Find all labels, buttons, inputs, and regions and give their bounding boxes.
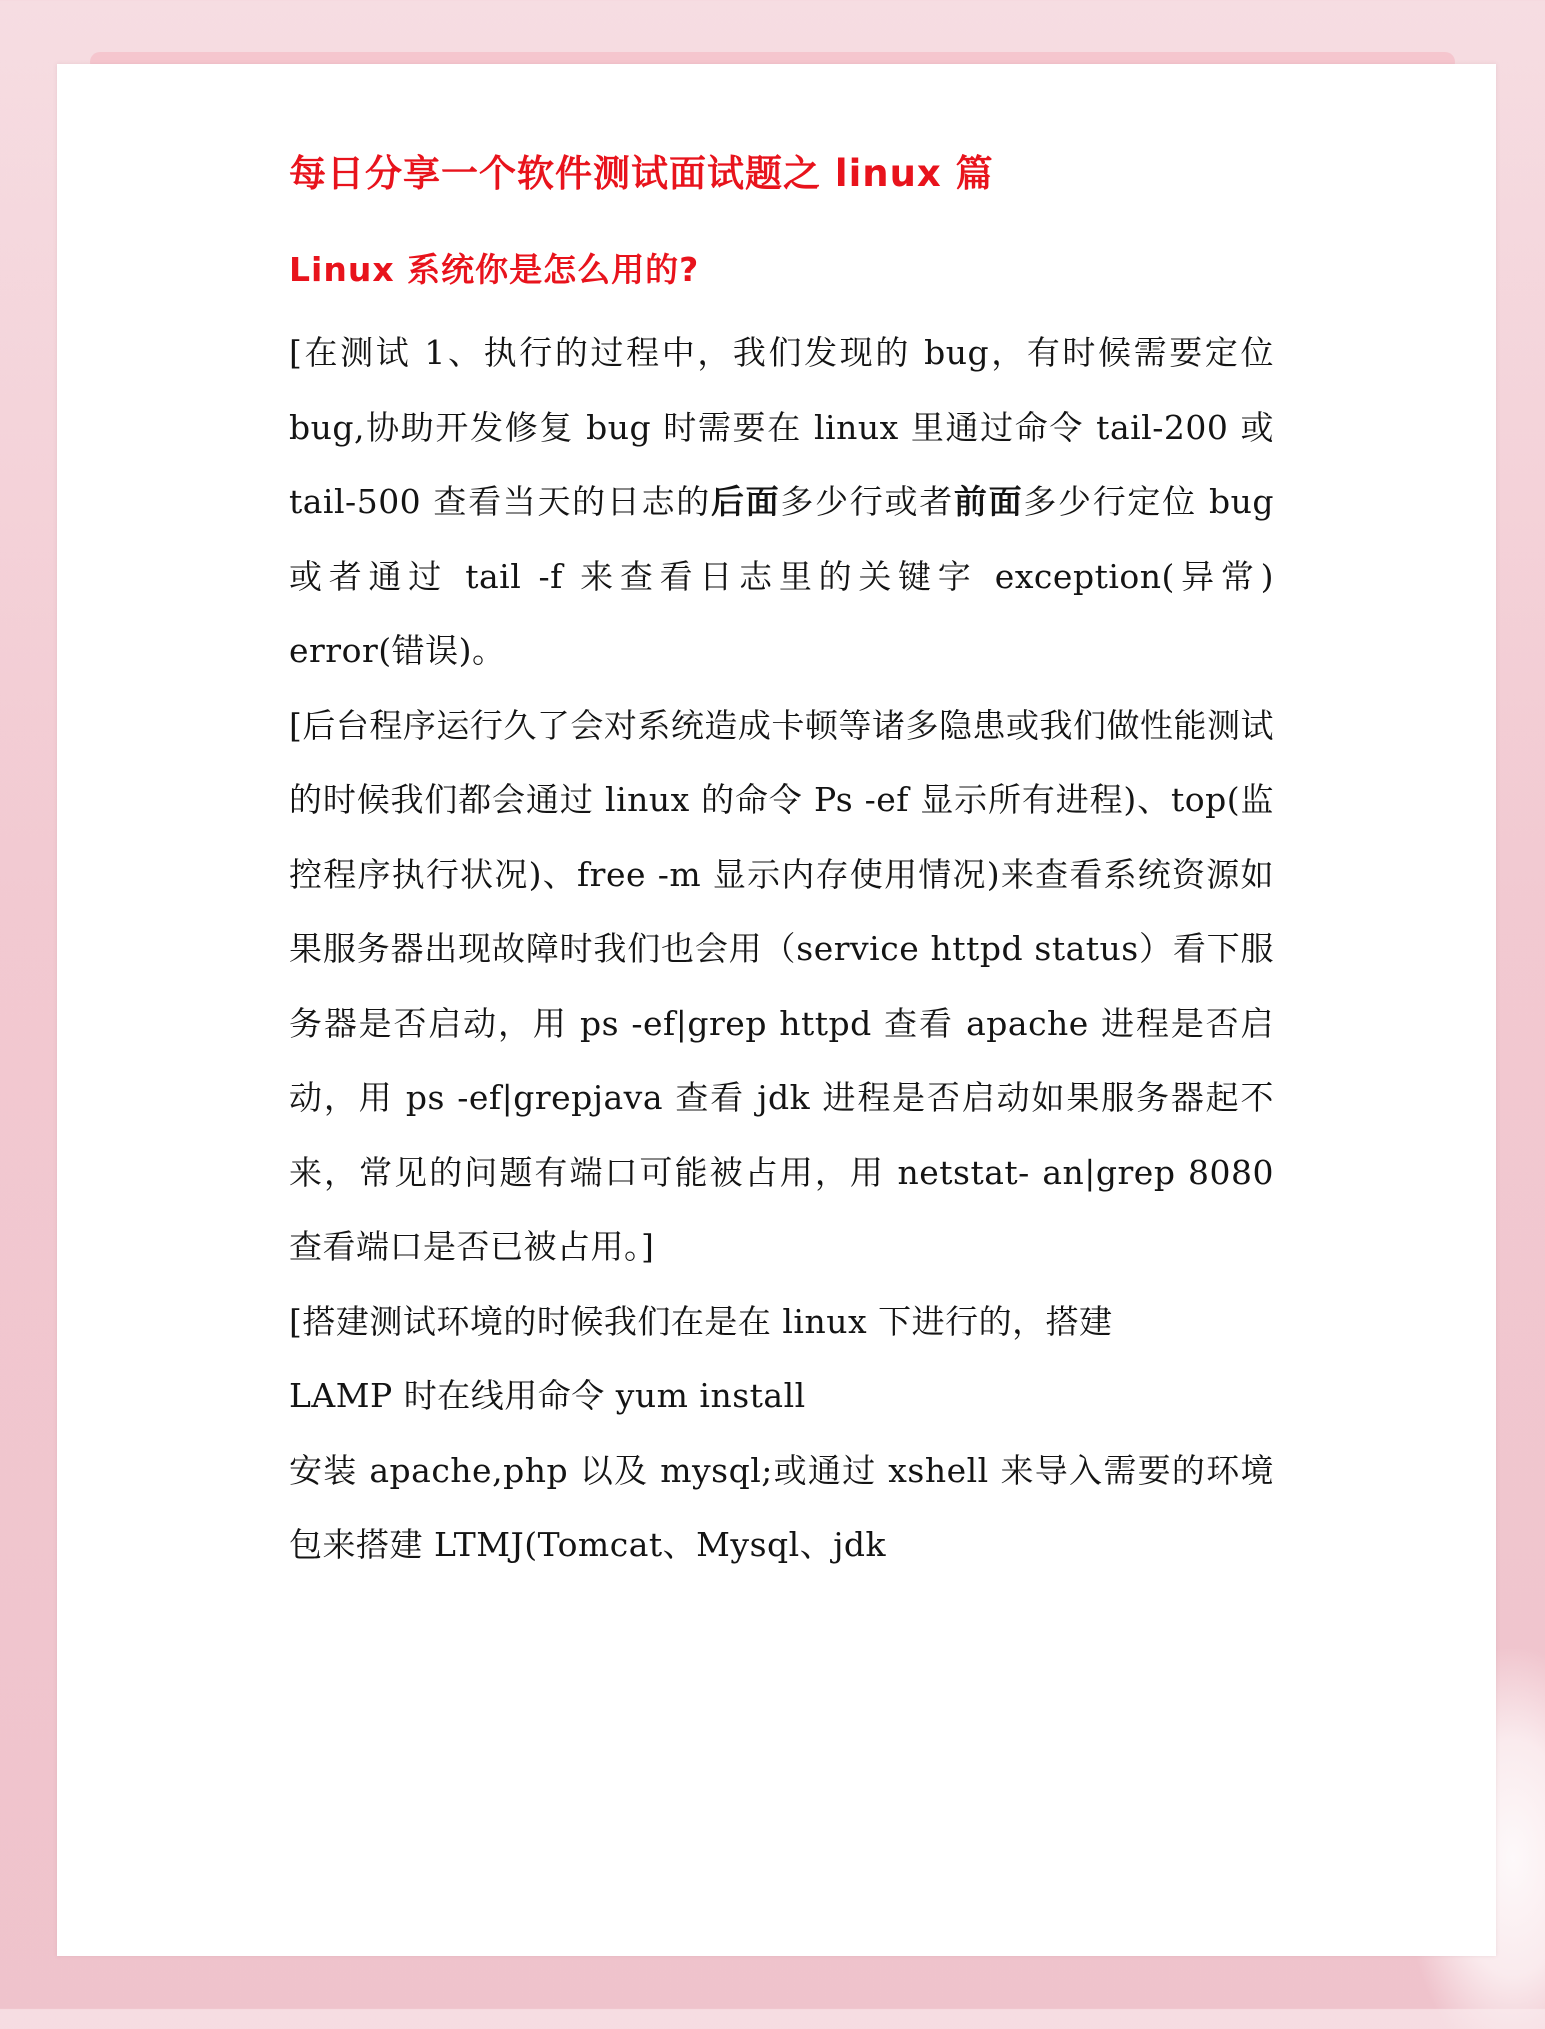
document-content [289,140,1274,1583]
para1-text-a: [在测试 1、执行的过程中，我们发现的 bug，有时候需要定位 bug,协助开发修复 bug 时需要在 linux 里通过命令 tail-200 或 tail-500 查看当天的日志的 [289,333,1274,521]
para1-bold-before: 前面 [953,482,1024,521]
answer-paragraph-environment [289,1285,1274,1583]
answer-paragraph-log-analysis [289,316,1274,689]
para1-text-c: 多少行或者 [780,482,954,521]
para3-line2: LAMP 时在线用命令 yum install [289,1376,806,1415]
para3-line3: 安装 apache,php 以及 mysql;或通过 xshell 来导入需要的环境包来搭建 LTMJ(Tomcat、Mysql、jdk [289,1450,1274,1564]
para1-bold-after: 后面 [710,482,781,521]
answer-paragraph-monitoring: [后台程序运行久了会对系统造成卡顿等诸多隐患或我们做性能测试的时候我们都会通过 linux 的命令 Ps -ef 显示所有进程)、top(监控程序执行状况)、free -m 显示内存使用情况)来查看系统资源如果服务器出现故障时我们也会用（service httpd status）看下服务器是否启动，用 ps -ef|grep httpd 查看 apache 进程是否启动，用 ps -ef|grepjava 查看 jdk 进程是否启动如果服务器起不来，常见的问题有端口可能被占用，用 netstat- an|grep 8080 查看端口是否已被占用。] [289,705,1274,1266]
para3-line1: [搭建测试环境的时候我们在是在 linux 下进行的，搭建 [289,1301,1113,1341]
question-heading: Linux 系统你是怎么用的? [289,250,700,289]
para1-text-e: 多少行定位 bug 或者通过 tail -f 来查看日志里的关键字 exception(异常) error(错误)。 [289,482,1275,670]
page-title: 每日分享一个软件测试面试题之 linux 篇 [289,152,994,195]
